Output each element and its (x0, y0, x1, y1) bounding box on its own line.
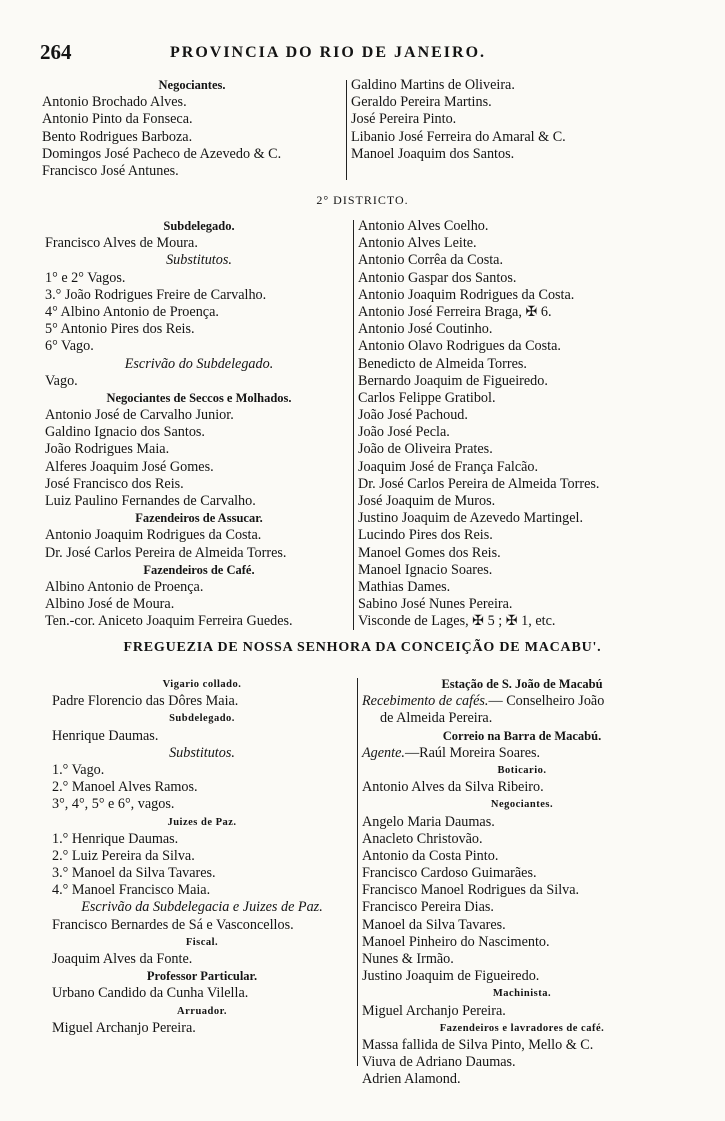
directory-entry: Sabino José Nunes Pereira. (358, 596, 513, 613)
directory-entry: Carlos Felippe Gratibol. (358, 389, 496, 406)
directory-entry: Joaquim Alves da Fonte. (52, 951, 193, 967)
directory-entry: Viuva de Adriano Daumas. (362, 1054, 516, 1071)
column-divider (357, 678, 358, 1066)
directory-entry: Manoel Ignacio Soares. (358, 561, 493, 578)
directory-entry: Urbano Candido da Cunha Vilella. (52, 985, 249, 1002)
directory-entry: 2.° Manoel Alves Ramos. (52, 779, 198, 796)
directory-entry: Henrique Daumas. (52, 727, 159, 744)
directory-entry: João José Pecla. (358, 424, 450, 441)
directory-entry: Albino José de Moura. (45, 596, 175, 613)
section-heading: Professor Particular. (146, 969, 258, 984)
section-heading: Boticario. (497, 764, 547, 776)
directory-entry: Antonio Corrêa da Costa. (358, 252, 503, 269)
directory-entry: Antonio José Ferreira Braga, ✠ 6. (358, 303, 552, 320)
directory-entry: Agente.—Raúl Moreira Soares. (362, 744, 541, 761)
section-heading: Machinista. (492, 988, 552, 1000)
directory-entry: Francisco Alves de Moura. (45, 235, 198, 252)
directory-entry: Vago. (45, 372, 78, 389)
directory-entry: 1.° Vago. (52, 761, 105, 778)
district-left-column (45, 218, 353, 631)
directory-entry: Dr. José Carlos Pereira de Almeida Torres. (45, 544, 287, 561)
section-heading: Juizes de Paz. (167, 816, 237, 828)
directory-entry: Antonio Joaquim Rodrigues da Costa. (358, 286, 575, 303)
section-heading: Fazendeiros de Assucar. (135, 511, 263, 526)
section-heading: Escrivão do Subdelegado. (124, 355, 274, 372)
section-heading: Fazendeiros de Café. (143, 562, 255, 577)
directory-entry: Antonio Alves Leite. (358, 235, 477, 252)
directory-entry: João Rodrigues Maia. (45, 441, 170, 458)
section-heading: Correio na Barra de Macabú. (442, 728, 602, 743)
directory-entry: Lucindo Pires dos Reis. (358, 527, 493, 544)
section-heading: Subdelegado. (163, 219, 235, 233)
directory-entry: Justino Joaquim de Figueiredo. (362, 968, 540, 985)
district-title: 2° DISTRICTO. (316, 193, 409, 207)
directory-entry: Dr. José Carlos Pereira de Almeida Torres. (358, 475, 600, 492)
top-left-column (42, 77, 342, 180)
directory-entry: Antonio da Costa Pinto. (362, 847, 499, 864)
directory-entry: Alferes Joaquim José Gomes. (45, 458, 214, 475)
directory-entry: José Francisco dos Reis. (45, 475, 184, 492)
directory-entry: Nunes & Irmão. (362, 951, 454, 967)
directory-entry: Visconde de Lages, ✠ 5 ; ✠ 1, etc. (358, 613, 556, 630)
directory-entry: Antonio Alves da Silva Ribeiro. (362, 779, 544, 796)
directory-entry: Francisco Bernardes de Sá e Vasconcellos. (52, 916, 294, 933)
directory-entry: Manoel Gomes dos Reis. (358, 544, 501, 561)
district-right-column (358, 218, 678, 631)
directory-entry: Manoel Joaquim dos Santos. (351, 145, 515, 162)
directory-entry: Antonio Alves Coelho. (358, 218, 489, 234)
directory-entry: Justino Joaquim de Azevedo Martingel. (358, 510, 583, 527)
section-heading: Negociantes. (158, 78, 226, 92)
section-heading: Estação de S. João de Macabú (441, 677, 603, 691)
directory-entry: 3.° João Rodrigues Freire de Carvalho. (45, 286, 267, 303)
freguezia-title: FREGUEZIA DE NOSSA SENHORA DA CONCEIÇÃO DE MACABU'. (123, 640, 602, 655)
page-header (40, 40, 700, 68)
directory-entry: Galdino Martins de Oliveira. (351, 77, 515, 93)
section-heading: Arruador. (177, 1005, 227, 1017)
directory-entry: Ten.-cor. Aniceto Joaquim Ferreira Guedes. (45, 613, 293, 630)
section-heading: Vigario collado. (162, 679, 242, 690)
section-heading: Fazendeiros e lavradores de café. (439, 1022, 605, 1034)
section-heading: Fiscal. (185, 936, 219, 948)
directory-entry: 3.° Manoel da Silva Tavares. (52, 865, 216, 882)
page-number: 264 (40, 40, 72, 64)
directory-entry: 2.° Luiz Pereira da Silva. (52, 847, 195, 864)
section-heading: Escrivão da Subdelegacia e Juizes de Paz. (81, 899, 323, 916)
directory-entry: Galdino Ignacio dos Santos. (45, 424, 205, 441)
freguezia-right-column (362, 676, 682, 1089)
directory-entry: 4° Albino Antonio de Proença. (45, 303, 219, 320)
directory-entry: Antonio Gaspar dos Santos. (358, 269, 517, 286)
directory-entry: Manoel da Silva Tavares. (362, 916, 506, 933)
directory-entry: Joaquim José de França Falcão. (358, 458, 539, 475)
section-heading: Substitutos. (166, 252, 232, 269)
directory-entry: Manoel Pinheiro do Nascimento. (362, 933, 550, 950)
directory-entry: José Pereira Pinto. (351, 111, 457, 128)
directory-entry: Anacleto Christovão. (362, 830, 483, 847)
directory-entry: 1° e 2° Vagos. (45, 269, 126, 286)
section-heading: Negociantes de Seccos e Molhados. (106, 390, 292, 405)
directory-entry: Geraldo Pereira Martins. (351, 94, 492, 111)
directory-entry: Francisco José Antunes. (42, 162, 179, 179)
directory-entry: Mathias Dames. (358, 578, 451, 595)
directory-entry: João de Oliveira Prates. (358, 441, 493, 458)
column-divider (346, 80, 347, 180)
directory-entry: Albino Antonio de Proença. (45, 578, 204, 595)
page-title: PROVINCIA DO RIO DE JANEIRO. (170, 44, 487, 61)
directory-entry: Antonio Pinto da Fonseca. (42, 111, 193, 128)
directory-entry: Bernardo Joaquim de Figueiredo. (358, 372, 548, 389)
freguezia-left-column (52, 676, 352, 1037)
directory-entry: Francisco Cardoso Guimarães. (362, 865, 537, 882)
directory-entry: Antonio Joaquim Rodrigues da Costa. (45, 527, 262, 544)
directory-entry: Bento Rodrigues Barboza. (42, 128, 193, 145)
directory-entry: 3°, 4°, 5° e 6°, vagos. (52, 796, 175, 813)
directory-entry: Miguel Archanjo Pereira. (362, 1002, 506, 1019)
directory-entry: Antonio Olavo Rodrigues da Costa. (358, 338, 561, 355)
directory-entry: Padre Florencio das Dôres Maia. (52, 693, 239, 710)
directory-entry: 4.° Manoel Francisco Maia. (52, 882, 211, 899)
directory-entry: Benedicto de Almeida Torres. (358, 355, 527, 372)
directory-entry: Antonio Brochado Alves. (42, 94, 187, 111)
directory-entry: Angelo Maria Daumas. (362, 813, 495, 830)
section-heading: Negociantes. (490, 799, 554, 811)
section-heading: Substitutos. (169, 744, 235, 761)
directory-entry: de Almeida Pereira. (380, 710, 493, 727)
directory-entry: Domingos José Pacheco de Azevedo & C. (42, 145, 282, 162)
directory-entry: José Joaquim de Muros. (358, 493, 496, 509)
directory-entry: Francisco Manoel Rodrigues da Silva. (362, 882, 580, 899)
directory-entry: Antonio José Coutinho. (358, 321, 493, 338)
top-right-column (351, 77, 691, 163)
section-heading: Subdelegado. (169, 713, 235, 725)
directory-entry: 1.° Henrique Daumas. (52, 830, 179, 847)
directory-entry: Luiz Paulino Fernandes de Carvalho. (45, 493, 256, 509)
directory-entry: Miguel Archanjo Pereira. (52, 1019, 196, 1036)
directory-entry: Adrien Alamond. (362, 1071, 461, 1088)
directory-entry: 5° Antonio Pires dos Reis. (45, 321, 195, 338)
column-divider (353, 220, 354, 630)
directory-entry: 6° Vago. (45, 338, 94, 355)
directory-entry: João José Pachoud. (358, 407, 468, 424)
directory-entry: Libanio José Ferreira do Amaral & C. (351, 128, 566, 145)
directory-entry: Antonio José de Carvalho Junior. (45, 407, 234, 424)
directory-entry: Francisco Pereira Dias. (362, 899, 494, 916)
directory-entry: Recebimento de cafés.— Conselheiro João (362, 693, 605, 710)
directory-entry: Massa fallida de Silva Pinto, Mello & C. (362, 1036, 594, 1053)
